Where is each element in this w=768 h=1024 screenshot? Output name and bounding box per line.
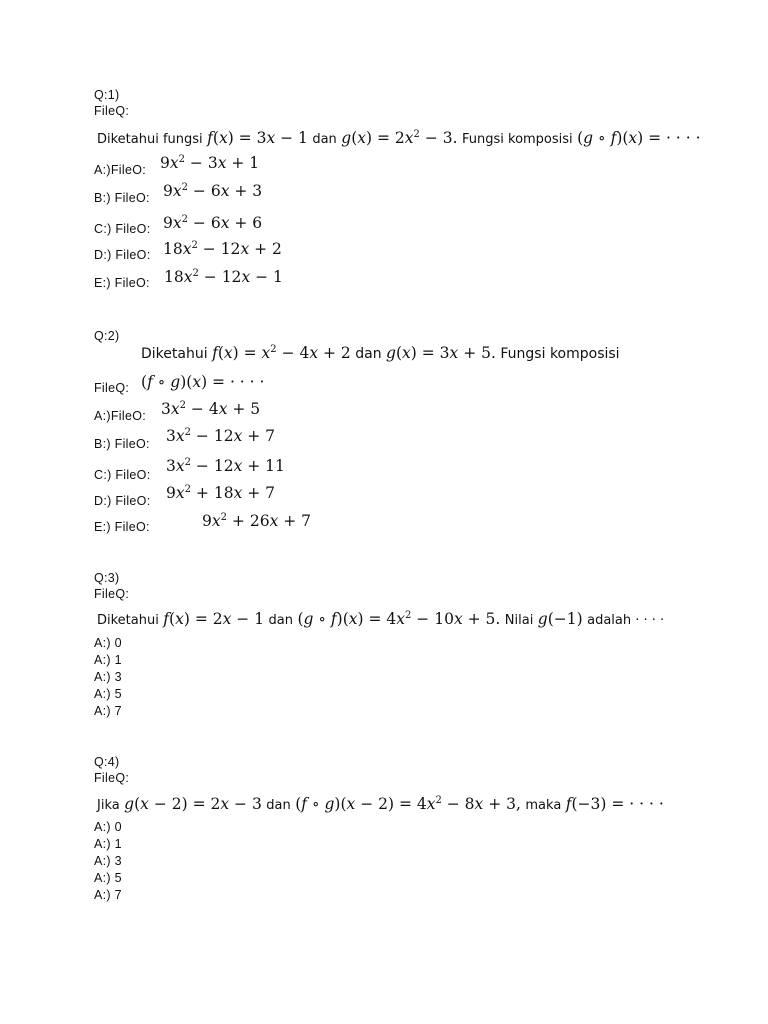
q3-stem-text-1: Diketahui (97, 613, 159, 628)
q3-number: Q:3) (94, 571, 120, 585)
q3-option-4[interactable]: A:) 5 (94, 687, 122, 701)
q1-stem-text-1: Diketahui fungsi (97, 132, 203, 147)
q2-stem-math-g: g(x) = 3x + 5. (386, 344, 496, 362)
q1-option-e-expr: $18x^2 - 12x - 1$ (164, 268, 283, 286)
q1-stem (97, 129, 701, 148)
q1-option-a-label[interactable]: A:)FileO: (94, 163, 147, 177)
q2-option-d-label[interactable]: D:) FileO: (94, 494, 151, 508)
q4-stem-math-composition: (f ∘ $g)(x - 2) = 4x^2 - 8x + 3$, (295, 795, 521, 813)
q1-number: Q:1) (94, 88, 120, 102)
q1-stem-math-f: f(x) = 3x − 1 (207, 129, 308, 147)
q3-stem-text-3: Nilai (504, 613, 534, 628)
q2-option-a-label[interactable]: A:)FileO: (94, 409, 147, 423)
q1-stem-math-g: $g(x) = 2x^2 - 3$. (341, 129, 458, 147)
q3-option-1[interactable]: A:) 0 (94, 636, 122, 650)
q4-option-3[interactable]: A:) 3 (94, 854, 122, 868)
q2-stem-math-composition: (f ∘ g)(x) = · · · · (141, 373, 265, 391)
q4-option-5[interactable]: A:) 7 (94, 888, 122, 902)
q3-option-2[interactable]: A:) 1 (94, 653, 122, 667)
q2-stem-math-f: $f(x) = x^2 - 4x + 2$ (212, 344, 351, 362)
q2-stem-text-1: Diketahui (141, 346, 208, 362)
q4-option-2[interactable]: A:) 1 (94, 837, 122, 851)
q3-stem-math-composition: (g ∘ $f)(x) = 4x^2 - 10x + 5$. (297, 610, 501, 628)
q1-stem-math-composition: (g ∘ f)(x) = · · · · (577, 129, 701, 147)
q2-stem-text-3: Fungsi komposisi (500, 346, 620, 362)
q3-stem (97, 610, 664, 629)
q2-fileq-label: FileQ: (94, 381, 130, 395)
q1-option-c-expr: $9x^2 - 6x + 6$ (163, 214, 263, 232)
q2-option-b-label[interactable]: B:) FileO: (94, 437, 150, 451)
q4-option-4[interactable]: A:) 5 (94, 871, 122, 885)
q1-option-e-label[interactable]: E:) FileO: (94, 276, 150, 290)
q4-number: Q:4) (94, 755, 120, 769)
q4-stem-text-2: dan (266, 798, 291, 813)
q1-option-a-expr: $9x^2 - 3x + 1$ (160, 154, 260, 172)
q2-stem-text-2: dan (355, 346, 382, 362)
q1-option-b-label[interactable]: B:) FileO: (94, 191, 150, 205)
q3-stem-text-2: dan (268, 613, 293, 628)
q3-stem-text-4: adalah · · · · (587, 613, 665, 628)
q1-stem-text-3: Fungsi komposisi (461, 132, 573, 147)
q4-option-1[interactable]: A:) 0 (94, 820, 122, 834)
q4-stem-text-1: Jika (97, 798, 120, 813)
q2-option-c-label[interactable]: C:) FileO: (94, 468, 151, 482)
q3-stem-math-f: f(x) = 2x − 1 (163, 610, 265, 628)
q3-fileq-label: FileQ: (94, 587, 130, 601)
q2-option-e-label[interactable]: E:) FileO: (94, 520, 150, 534)
q2-option-d-expr: $9x^2 + 18x + 7$ (166, 484, 276, 502)
q1-option-c-label[interactable]: C:) FileO: (94, 222, 151, 236)
q2-stem (141, 344, 620, 363)
q2-number: Q:2) (94, 329, 120, 343)
q4-stem-math-value: f(−3) = · · · · (565, 795, 664, 813)
q3-option-5[interactable]: A:) 7 (94, 704, 122, 718)
q3-stem-math-value: g(−1) (537, 610, 583, 628)
q4-stem-text-3: maka (525, 798, 562, 813)
q1-stem-text-2: dan (312, 132, 337, 147)
q4-fileq-label: FileQ: (94, 771, 130, 785)
q4-stem (97, 795, 664, 814)
q3-option-3[interactable]: A:) 3 (94, 670, 122, 684)
q1-option-b-expr: $9x^2 - 6x + 3$ (163, 182, 263, 200)
q1-fileq-label: FileQ: (94, 104, 130, 118)
q2-option-b-expr: $3x^2 - 12x + 7$ (166, 427, 276, 445)
q1-option-d-expr: $18x^2 - 12x + 2$ (163, 240, 282, 258)
q2-option-a-expr: $3x^2 - 4x + 5$ (161, 400, 261, 418)
q1-option-d-label[interactable]: D:) FileO: (94, 248, 151, 262)
q2-option-e-expr: $9x^2 + 26x + 7$ (202, 512, 312, 530)
q2-option-c-expr: $3x^2 - 12x + 11$ (166, 457, 285, 475)
q4-stem-math-g: g(x − 2) = 2x − 3 (124, 795, 262, 813)
